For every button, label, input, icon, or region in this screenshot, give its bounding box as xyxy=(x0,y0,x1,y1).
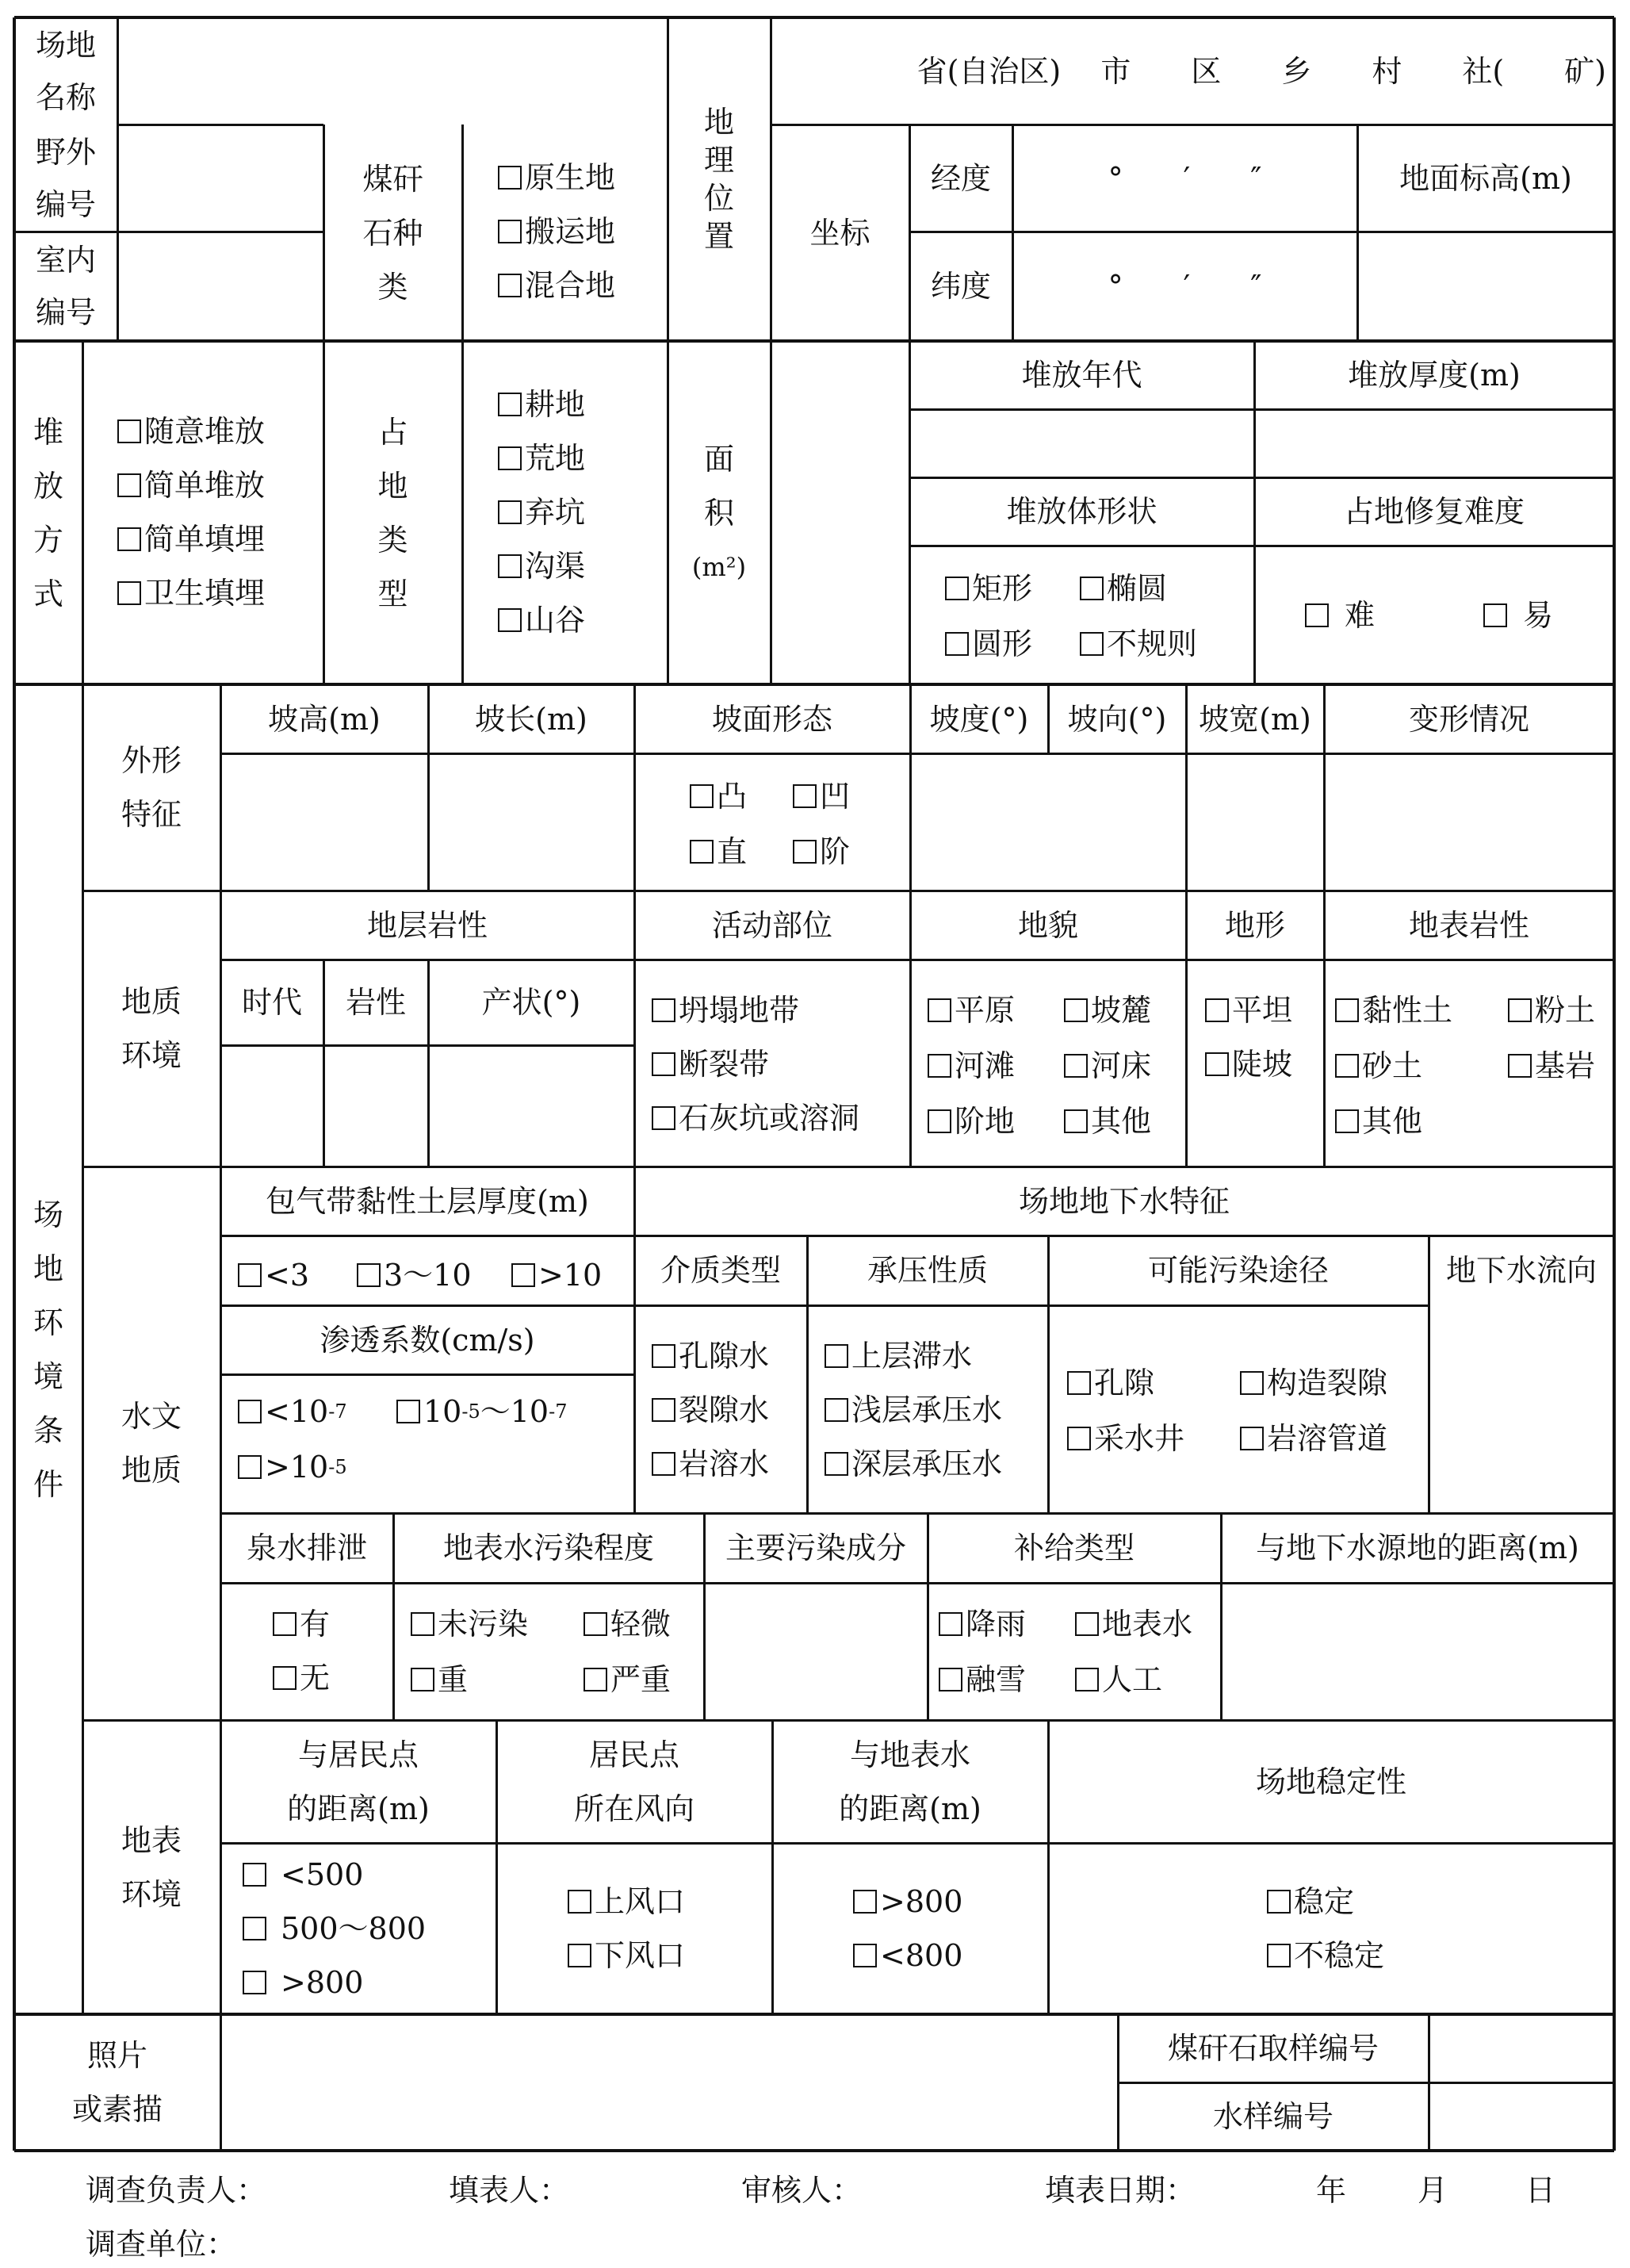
slope-aspect-header: 坡向(°) xyxy=(1067,701,1167,737)
fill-date-label: 填表日期： xyxy=(1045,2173,1196,2208)
env-conditions-label: 场地环境条件 xyxy=(33,1197,63,1502)
checkbox-icon xyxy=(939,1612,962,1636)
vadose-options xyxy=(238,1248,634,1304)
checkbox-perm-lt-1e-7[interactable]: <10 -7 xyxy=(238,1385,396,1439)
checkbox-icon xyxy=(1267,1944,1291,1967)
source-distance-header: 与地下水源地的距离(m) xyxy=(1256,1531,1579,1565)
slope-aspect-field[interactable] xyxy=(1048,753,1186,891)
checkbox-icon xyxy=(1483,603,1507,627)
surface-lithology-options xyxy=(1335,983,1614,1150)
era-header: 时代 xyxy=(241,985,302,1020)
checkbox-icon xyxy=(1205,1052,1229,1076)
era-field[interactable] xyxy=(220,1045,323,1167)
checkbox-gt800[interactable]: >800 xyxy=(243,1956,496,2009)
lithology-header: 岩性 xyxy=(345,985,406,1020)
checkbox-moved[interactable]: 搬运地 xyxy=(498,205,668,259)
slope-height-field[interactable] xyxy=(220,753,428,891)
pressure-options xyxy=(825,1329,1048,1491)
stability-options xyxy=(1267,1875,1614,1983)
checkbox-icon xyxy=(273,1612,297,1636)
checkbox-convex[interactable]: 凸 xyxy=(690,769,793,823)
checkbox-icon xyxy=(1240,1371,1264,1395)
checkbox-icon xyxy=(411,1668,434,1691)
checkbox-landform-other[interactable]: 其他 xyxy=(1064,1094,1151,1148)
checkbox-valley[interactable]: 山谷 xyxy=(498,593,668,647)
gangue-type-options xyxy=(498,151,668,312)
checkbox-fissure-water[interactable]: 裂隙水 xyxy=(652,1383,807,1437)
checkbox-terrace[interactable]: 阶地 xyxy=(928,1094,1064,1148)
slope-length-field[interactable] xyxy=(428,753,634,891)
checkbox-gt10[interactable]: >10 xyxy=(511,1248,602,1302)
checkbox-icon xyxy=(652,1452,675,1476)
spring-header: 泉水排泄 xyxy=(246,1531,367,1565)
checkbox-perched-water[interactable]: 上层滞水 xyxy=(825,1329,1048,1383)
checkbox-lt500[interactable]: <500 xyxy=(243,1848,496,1902)
checkbox-icon xyxy=(1075,1612,1099,1636)
checkbox-easy[interactable]: 易 xyxy=(1483,588,1553,642)
checkbox-icon xyxy=(652,1106,675,1130)
checkbox-icon xyxy=(498,220,522,243)
field-no-field[interactable] xyxy=(117,125,323,232)
survey-unit-label: 调查单位： xyxy=(86,2227,237,2262)
checkbox-ellipse[interactable]: 椭圆 xyxy=(1080,561,1167,615)
checkbox-icon xyxy=(117,581,141,605)
checkbox-icon xyxy=(825,1344,848,1368)
water-distance-header: 与地表水 的距离(m) xyxy=(839,1737,981,1826)
latitude-field[interactable]: ° ′ ″ xyxy=(1108,269,1262,304)
shape-features-label: 外形特征 xyxy=(121,743,182,832)
checkbox-icon xyxy=(1075,1668,1099,1691)
checkbox-icon xyxy=(1067,1427,1091,1450)
stack-thickness-label: 堆放厚度(m) xyxy=(1348,358,1521,393)
checkbox-icon xyxy=(1067,1371,1091,1395)
resident-distance-header: 与居民点 的距离(m) xyxy=(287,1737,430,1826)
checkbox-icon xyxy=(1064,1054,1088,1078)
slope-form-options xyxy=(690,769,910,880)
investigator-label: 调查负责人： xyxy=(86,2173,267,2208)
checkbox-unstable[interactable]: 不稳定 xyxy=(1267,1929,1614,1983)
checkbox-icon xyxy=(1335,1054,1359,1078)
checkbox-icon xyxy=(498,166,522,190)
area-field[interactable] xyxy=(771,341,909,684)
checkbox-difficult[interactable]: 难 xyxy=(1305,588,1483,642)
checkbox-limestone-cave[interactable]: 石灰坑或溶洞 xyxy=(652,1091,910,1145)
water-distance-options xyxy=(853,1875,1048,1983)
checkbox-icon xyxy=(243,1917,266,1940)
checkbox-icon xyxy=(652,1398,675,1422)
checkbox-plain[interactable]: 平原 xyxy=(928,983,1064,1037)
checkbox-3to10[interactable]: 3～10 xyxy=(357,1248,511,1302)
site-name-label: 场地名称 xyxy=(35,27,96,115)
surface-lithology-header: 地表岩性 xyxy=(1408,907,1529,943)
checkbox-karst-conduit[interactable]: 岩溶管道 xyxy=(1240,1412,1387,1465)
checkbox-unpolluted[interactable]: 未污染 xyxy=(411,1597,584,1651)
checkbox-deep-confined[interactable]: 深层承压水 xyxy=(825,1437,1048,1491)
stack-thickness-field[interactable] xyxy=(1254,409,1614,477)
checkbox-rectangle[interactable]: 矩形 xyxy=(945,561,1080,615)
checkbox-icon xyxy=(498,500,522,524)
checkbox-icon xyxy=(396,1400,420,1423)
checkbox-icon xyxy=(853,1890,877,1914)
checkbox-water-lt800[interactable]: <800 xyxy=(853,1929,1048,1983)
checkbox-downwind[interactable]: 下风口 xyxy=(568,1929,772,1983)
pollutants-header: 主要污染成分 xyxy=(725,1531,906,1565)
checkbox-icon xyxy=(652,1344,675,1368)
checkbox-icon xyxy=(928,1054,951,1078)
checkbox-icon xyxy=(928,1109,951,1133)
checkbox-stable[interactable]: 稳定 xyxy=(1267,1875,1614,1929)
checkbox-icon xyxy=(945,632,969,656)
slope-width-field[interactable] xyxy=(1186,753,1324,891)
checkbox-icon xyxy=(793,784,817,808)
checkbox-pathway-pore[interactable]: 孔隙 xyxy=(1067,1356,1240,1410)
water-sample-field[interactable] xyxy=(1429,2082,1614,2151)
checkbox-concave[interactable]: 凹 xyxy=(793,769,850,823)
checkbox-spring-no[interactable]: 无 xyxy=(273,1651,392,1705)
checkbox-tectonic-fissure[interactable]: 构造裂隙 xyxy=(1240,1356,1387,1410)
hydro-label: 水文地质 xyxy=(121,1399,182,1488)
checkbox-icon xyxy=(1064,1109,1088,1133)
checkbox-icon xyxy=(243,1863,266,1887)
source-distance-field[interactable] xyxy=(1221,1583,1614,1720)
deformation-header: 变形情况 xyxy=(1408,701,1529,737)
checkbox-lt3[interactable]: <3 xyxy=(238,1248,357,1302)
landform-header: 地貌 xyxy=(1017,907,1078,943)
geo-location-label: 地理位置 xyxy=(703,105,734,254)
checkbox-artificial[interactable]: 人工 xyxy=(1075,1653,1162,1707)
elevation-field[interactable] xyxy=(1357,232,1614,341)
stack-age-field[interactable] xyxy=(909,409,1254,477)
terrain-options xyxy=(1205,983,1324,1091)
active-part-header: 活动部位 xyxy=(711,907,832,943)
checkbox-icon xyxy=(1335,998,1359,1022)
permeability-options xyxy=(238,1385,634,1496)
checkbox-icon xyxy=(411,1612,434,1636)
checkbox-original[interactable]: 原生地 xyxy=(498,151,668,205)
checkbox-simple-stack[interactable]: 简单堆放 xyxy=(117,458,323,512)
slope-height-header: 坡高(m) xyxy=(268,701,381,737)
checkbox-icon xyxy=(498,446,522,470)
field-no-label: 野外编号 xyxy=(35,134,96,222)
checkbox-piedmont[interactable]: 坡麓 xyxy=(1064,983,1151,1037)
checkbox-water-gt800[interactable]: >800 xyxy=(853,1875,1048,1929)
terrain-header: 地形 xyxy=(1224,907,1285,943)
checkbox-icon xyxy=(117,420,141,443)
surface-pollution-header: 地表水污染程度 xyxy=(442,1531,654,1565)
stability-header: 场地稳定性 xyxy=(1255,1764,1406,1799)
recharge-options xyxy=(939,1597,1221,1708)
slope-length-header: 坡长(m) xyxy=(475,701,587,737)
checkbox-icon xyxy=(568,1890,591,1914)
checkbox-clay[interactable]: 黏性土 xyxy=(1335,983,1508,1037)
checkbox-icon xyxy=(273,1666,297,1690)
attitude-field[interactable] xyxy=(428,1045,634,1167)
checkbox-icon xyxy=(690,784,714,808)
checkbox-simple-landfill[interactable]: 简单填埋 xyxy=(117,512,323,566)
checkbox-icon xyxy=(584,1668,607,1691)
checkbox-icon xyxy=(939,1668,962,1691)
checkbox-icon xyxy=(1508,998,1532,1022)
elevation-label: 地面标高(m) xyxy=(1399,160,1572,196)
checkbox-icon xyxy=(238,1400,262,1423)
geology-label: 地质环境 xyxy=(121,984,182,1073)
year-label: 年 xyxy=(1316,2173,1347,2208)
checkbox-floodplain[interactable]: 河滩 xyxy=(928,1039,1064,1093)
difficulty-options xyxy=(1305,588,1614,644)
repair-difficulty-label: 占地修复难度 xyxy=(1343,494,1525,529)
checkbox-icon xyxy=(652,1052,675,1076)
checkbox-icon xyxy=(238,1455,262,1479)
checkbox-karst-water[interactable]: 岩溶水 xyxy=(652,1437,807,1491)
stack-method-options xyxy=(117,404,323,620)
filler-label: 填表人： xyxy=(449,2173,570,2208)
checkbox-straight[interactable]: 直 xyxy=(690,825,793,879)
checkbox-icon xyxy=(498,554,522,578)
flow-header: 地下水流向 xyxy=(1445,1253,1597,1288)
checkbox-icon xyxy=(511,1263,535,1287)
checkbox-steep[interactable]: 陡坡 xyxy=(1205,1037,1324,1091)
checkbox-icon xyxy=(652,998,675,1022)
stack-method-label: 堆放方式 xyxy=(33,414,63,611)
checkbox-heavy[interactable]: 重 xyxy=(411,1653,584,1707)
checkbox-icon xyxy=(498,393,522,416)
water-sample-label: 水样编号 xyxy=(1212,2099,1333,2134)
slope-angle-field[interactable] xyxy=(910,753,1048,891)
vadose-header: 包气带黏性土层厚度(m) xyxy=(266,1183,589,1219)
checkbox-icon xyxy=(568,1944,591,1967)
lab-no-field[interactable] xyxy=(117,232,323,341)
checkbox-abandoned-pit[interactable]: 弃坑 xyxy=(498,485,668,539)
photo-sketch-area[interactable] xyxy=(220,2014,1118,2151)
active-part-options xyxy=(652,983,910,1145)
checkbox-icon xyxy=(584,1612,607,1636)
gw-features-header: 场地地下水特征 xyxy=(1018,1183,1230,1219)
month-label: 月 xyxy=(1418,2173,1448,2208)
checkbox-circle[interactable]: 圆形 xyxy=(945,617,1080,671)
recharge-header: 补给类型 xyxy=(1013,1531,1134,1565)
area-label: 面积 (m²) xyxy=(691,441,747,582)
photo-sketch-label: 照片 或素描 xyxy=(71,2038,163,2127)
day-label: 日 xyxy=(1525,2173,1556,2208)
checkbox-icon xyxy=(1080,577,1104,600)
lab-no-label: 室内编号 xyxy=(35,243,96,330)
checkbox-upwind[interactable]: 上风口 xyxy=(568,1875,772,1929)
checkbox-stepped[interactable]: 阶 xyxy=(793,825,850,879)
checkbox-bedrock[interactable]: 基岩 xyxy=(1508,1039,1595,1093)
checkbox-perm-gt-1e-5[interactable]: >10 -5 xyxy=(238,1440,347,1494)
attitude-header: 产状(°) xyxy=(481,985,581,1020)
checkbox-shallow-confined[interactable]: 浅层承压水 xyxy=(825,1383,1048,1437)
checkbox-surface-other[interactable]: 其他 xyxy=(1335,1094,1422,1148)
wind-direction-header: 居民点 所在风向 xyxy=(573,1737,694,1826)
checkbox-mixed[interactable]: 混合地 xyxy=(498,259,668,312)
gangue-sample-field[interactable] xyxy=(1429,2014,1614,2082)
admin-location[interactable]: 省(自治区) 市 区 乡 村 社( 矿) xyxy=(916,53,1606,89)
checkbox-icon xyxy=(793,840,817,864)
slope-angle-header: 坡度(°) xyxy=(929,701,1029,737)
checkbox-icon xyxy=(1205,998,1229,1022)
checkbox-surface-water[interactable]: 地表水 xyxy=(1075,1597,1192,1651)
pollution-options xyxy=(411,1597,704,1708)
checkbox-icon xyxy=(825,1452,848,1476)
wind-options xyxy=(568,1875,772,1983)
resident-distance-options xyxy=(243,1848,496,2009)
checkbox-icon xyxy=(928,998,951,1022)
stack-shape-label: 堆放体形状 xyxy=(1006,494,1157,529)
checkbox-icon xyxy=(1064,998,1088,1022)
checkbox-icon xyxy=(1508,1054,1532,1078)
checkbox-random-stack[interactable]: 随意堆放 xyxy=(117,404,323,458)
checkbox-icon xyxy=(1267,1890,1291,1914)
medium-options xyxy=(652,1329,807,1491)
land-type-label: 占地类型 xyxy=(377,414,408,611)
checkbox-icon xyxy=(945,577,969,600)
checkbox-sand[interactable]: 砂土 xyxy=(1335,1039,1508,1093)
slope-width-header: 坡宽(m) xyxy=(1199,701,1311,737)
pollutants-field[interactable] xyxy=(704,1583,928,1720)
slope-form-header: 坡面形态 xyxy=(711,701,832,737)
checkbox-icon xyxy=(498,274,522,297)
longitude-label: 经度 xyxy=(930,160,991,196)
checkbox-sanitary-landfill[interactable]: 卫生填埋 xyxy=(117,566,323,620)
checkbox-fault-zone[interactable]: 断裂带 xyxy=(652,1037,910,1091)
flow-field[interactable] xyxy=(1429,1305,1614,1513)
checkbox-farmland[interactable]: 耕地 xyxy=(498,377,668,431)
checkbox-riverbed[interactable]: 河床 xyxy=(1064,1039,1151,1093)
checkbox-icon xyxy=(498,608,522,632)
checkbox-spring-yes[interactable]: 有 xyxy=(273,1597,392,1651)
latitude-label: 纬度 xyxy=(930,269,991,304)
checkbox-rainfall[interactable]: 降雨 xyxy=(939,1597,1075,1651)
checkbox-icon xyxy=(357,1263,381,1287)
checkbox-icon xyxy=(1335,1109,1359,1133)
checkbox-pore-water[interactable]: 孔隙水 xyxy=(652,1329,807,1383)
checkbox-irregular[interactable]: 不规则 xyxy=(1080,617,1197,671)
stack-age-label: 堆放年代 xyxy=(1021,358,1142,393)
pathway-options xyxy=(1067,1356,1429,1467)
strata-header: 地层岩性 xyxy=(366,907,488,943)
checkbox-icon xyxy=(825,1398,848,1422)
lithology-field[interactable] xyxy=(323,1045,428,1167)
longitude-field[interactable]: ° ′ ″ xyxy=(1108,160,1262,196)
checkbox-icon xyxy=(238,1263,262,1287)
checkbox-icon xyxy=(1305,603,1329,627)
checkbox-water-well[interactable]: 采水井 xyxy=(1067,1412,1240,1465)
checkbox-flat[interactable]: 平坦 xyxy=(1205,983,1324,1037)
checkbox-icon xyxy=(690,840,714,864)
landform-options xyxy=(928,983,1186,1150)
gangue-type-label: 煤矸石种类 xyxy=(362,161,423,305)
gangue-sample-label: 煤矸石取样编号 xyxy=(1167,2031,1379,2066)
pressure-header: 承压性质 xyxy=(867,1253,988,1288)
checkbox-ditch[interactable]: 沟渠 xyxy=(498,539,668,593)
checkbox-500to800[interactable]: 500～800 xyxy=(243,1902,496,1956)
permeability-header: 渗透系数(cm/s) xyxy=(319,1322,535,1358)
coordinates-label: 坐标 xyxy=(809,215,870,251)
deformation-field[interactable] xyxy=(1324,753,1614,891)
medium-header: 介质类型 xyxy=(660,1253,781,1288)
checkbox-wasteland[interactable]: 荒地 xyxy=(498,431,668,485)
checkbox-silt[interactable]: 粉土 xyxy=(1508,983,1595,1037)
checkbox-slight[interactable]: 轻微 xyxy=(584,1597,671,1651)
spring-options xyxy=(273,1597,392,1705)
reviewer-label: 审核人： xyxy=(741,2173,863,2208)
stack-shape-options xyxy=(945,561,1254,672)
checkbox-icon xyxy=(1240,1427,1264,1450)
checkbox-snowmelt[interactable]: 融雪 xyxy=(939,1653,1075,1707)
checkbox-perm-1e-5-1e-7[interactable]: 10 -5 ～10 -7 xyxy=(396,1385,568,1439)
checkbox-icon xyxy=(243,1971,266,1994)
checkbox-icon xyxy=(1080,632,1104,656)
surface-env-label: 地表环境 xyxy=(121,1822,182,1912)
land-type-options xyxy=(498,377,668,647)
checkbox-severe[interactable]: 严重 xyxy=(584,1653,671,1707)
checkbox-icon xyxy=(117,473,141,497)
checkbox-collapse-zone[interactable]: 坍塌地带 xyxy=(652,983,910,1037)
checkbox-icon xyxy=(117,527,141,551)
checkbox-icon xyxy=(853,1944,877,1967)
site-name-field[interactable] xyxy=(117,17,668,125)
pathway-header: 可能污染途径 xyxy=(1147,1253,1329,1288)
